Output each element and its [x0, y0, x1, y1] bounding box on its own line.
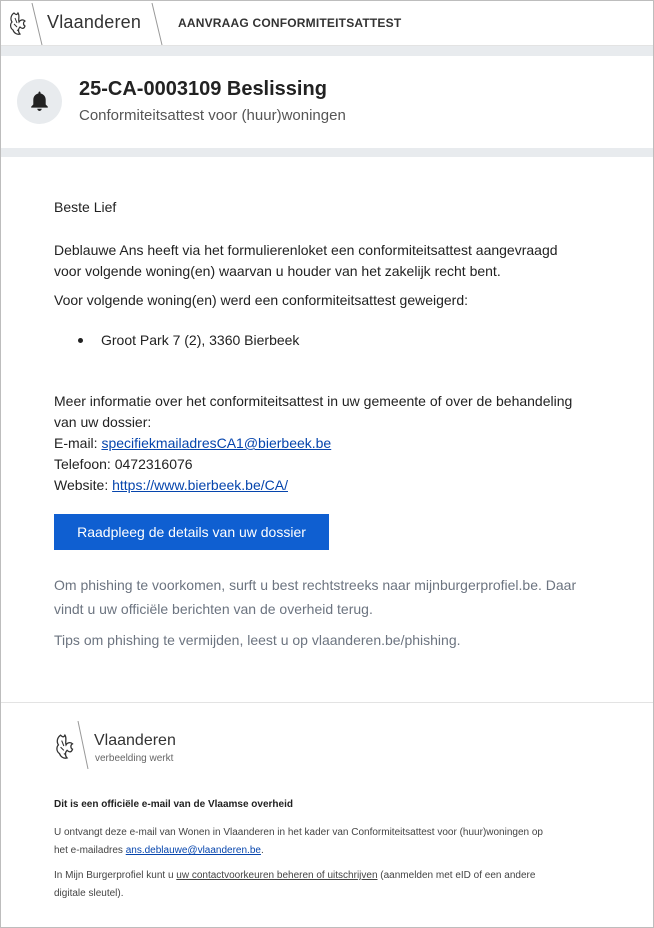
- view-dossier-button[interactable]: Raadpleeg de details van uw dossier: [54, 514, 329, 550]
- header-brand: Vlaanderen: [47, 12, 142, 32]
- footer-flemish-lion-logo-icon: [53, 729, 79, 763]
- intro-line-1: Deblauwe Ans heeft via het formulierenloket een conformiteitsattest aangevraagd: [54, 242, 558, 258]
- receive-line-1: U ontvangt deze e-mail van Wonen in Vlaanderen in het kader van Conformiteitsattest voor (huur)woningen op: [54, 827, 543, 838]
- bell-icon: [29, 90, 50, 112]
- phone-value: 0472316076: [114, 456, 193, 472]
- prefs-line-2: digitale sleutel).: [54, 888, 124, 899]
- preferences-notice: [54, 867, 610, 903]
- top-bar: [1, 1, 653, 46]
- email-link[interactable]: specifiekmailadresCA1@bierbeek.be: [101, 435, 332, 451]
- info-line-2: van uw dossier:: [54, 414, 152, 430]
- email-label: E-mail:: [54, 435, 102, 451]
- website-link[interactable]: https://www.bierbeek.be/CA/: [112, 477, 288, 493]
- footer-divider-icon: [77, 721, 89, 769]
- bullet-icon: [78, 338, 83, 343]
- greeting: Beste Lief: [54, 199, 117, 215]
- phishing-line-1: Om phishing te voorkomen, surft u best rechtstreeks naar mijnburgerprofiel.be. Daar: [54, 577, 577, 593]
- phishing-notice: [54, 573, 614, 621]
- website-label: Website:: [54, 477, 113, 493]
- footer-brand: Vlaanderen: [94, 732, 176, 749]
- header-band: [1, 46, 653, 56]
- prefs-prefix: In Mijn Burgerprofiel kunt u: [54, 870, 177, 881]
- website-row: [54, 475, 614, 496]
- phishing-line-2: vindt u uw officiële berichten van de overheid terug.: [54, 601, 373, 617]
- header-divider-icon-2: [151, 3, 163, 45]
- official-notice: Dit is een officiële e-mail van de Vlaamse overheid: [54, 799, 293, 810]
- header-divider-icon: [31, 3, 43, 45]
- bell-badge: [17, 79, 62, 124]
- page-subtitle: Conformiteitsattest voor (huur)woningen: [79, 107, 346, 124]
- page-title: 25-CA-0003109 Beslissing: [79, 78, 327, 100]
- contact-info: [54, 391, 614, 496]
- receive-prefix: het e-mailadres: [54, 845, 126, 856]
- footer-tagline: verbeelding werkt: [95, 753, 174, 764]
- manage-preferences-link[interactable]: uw contactvoorkeuren beheren of uitschrijven: [176, 870, 378, 881]
- intro-paragraph: [54, 240, 614, 282]
- refused-text: Voor volgende woning(en) werd een conformiteitsattest geweigerd:: [54, 292, 469, 308]
- recipient-email-link[interactable]: ans.deblauwe@vlaanderen.be: [125, 845, 261, 856]
- email-row: [54, 433, 614, 454]
- flemish-lion-logo-icon: [7, 9, 31, 37]
- address-text: Groot Park 7 (2), 3360 Bierbeek: [101, 332, 300, 348]
- header-subtitle: AANVRAAG CONFORMITEITSATTEST: [178, 16, 402, 30]
- phone-row: [54, 454, 614, 475]
- title-band: [1, 148, 653, 157]
- prefs-suffix: (aanmelden met eID of een andere: [377, 870, 536, 881]
- intro-line-2: voor volgende woning(en) waarvan u houder van het zakelijk recht bent.: [54, 263, 501, 279]
- receive-line-2: [54, 842, 610, 860]
- receive-suffix: .: [260, 845, 264, 856]
- prefs-line-1: [54, 867, 610, 885]
- title-block: [1, 56, 653, 148]
- info-line-1: Meer informatie over het conformiteitsattest in uw gemeente of over de behandeling: [54, 393, 573, 409]
- receive-notice: [54, 824, 610, 860]
- footer-divider: [1, 702, 653, 703]
- phishing-tips: Tips om phishing te vermijden, leest u op vlaanderen.be/phishing.: [54, 632, 461, 648]
- phone-label: Telefoon:: [54, 456, 115, 472]
- address-list-item: [78, 332, 299, 348]
